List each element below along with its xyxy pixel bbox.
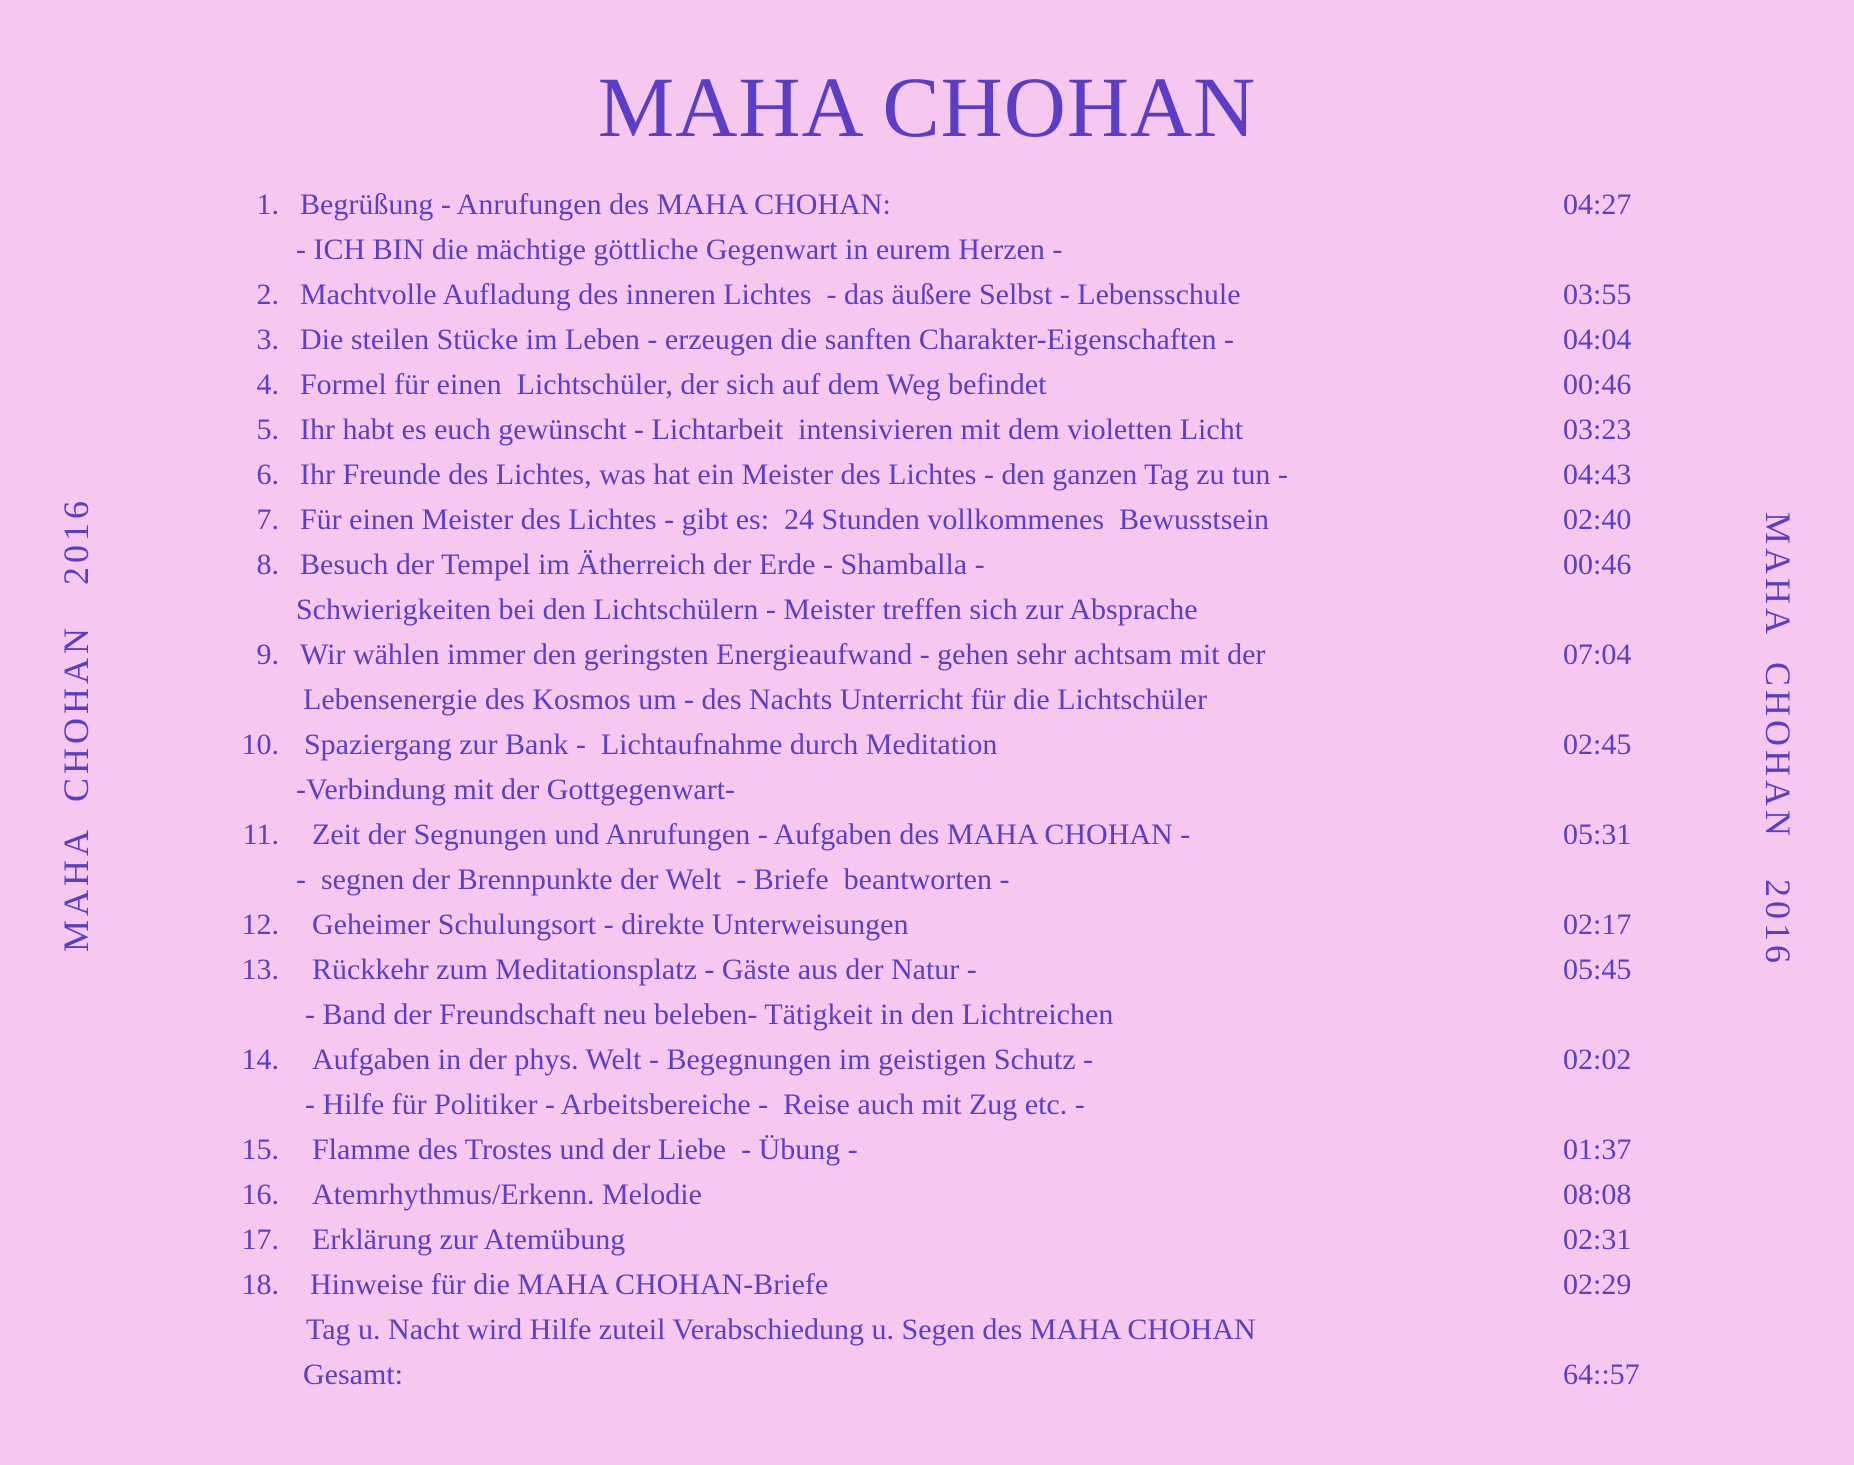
track-title: Spaziergang zur Bank - Lichtaufnahme durch Meditation: [304, 728, 998, 761]
track-row: [0, 452, 1854, 497]
track-row: [0, 1127, 1854, 1172]
track-row: [0, 362, 1854, 407]
track-duration: 02:40: [1563, 503, 1632, 536]
track-duration: 02:29: [1563, 1268, 1632, 1301]
track-row: [0, 542, 1854, 587]
track-title: - ICH BIN die mächtige göttliche Gegenwart in eurem Herzen -: [296, 233, 1063, 266]
track-title: -Verbindung mit der Gottgegenwart-: [296, 773, 736, 806]
track-number: 18.: [241, 1268, 279, 1301]
track-number: 16.: [241, 1178, 279, 1211]
track-title: Atemrhythmus/Erkenn. Melodie: [312, 1178, 702, 1211]
track-duration: 02:31: [1563, 1223, 1632, 1256]
track-duration: 05:31: [1563, 818, 1632, 851]
track-title: Begrüßung - Anrufungen des MAHA CHOHAN:: [300, 188, 891, 221]
track-duration: 04:43: [1563, 458, 1632, 491]
spine-text-left: MAHA CHOHAN 2016: [56, 496, 96, 952]
track-duration: 02:02: [1563, 1043, 1632, 1076]
track-row: [0, 1037, 1854, 1082]
track-number: 6.: [256, 458, 279, 491]
track-number: 13.: [241, 953, 279, 986]
track-duration: 04:27: [1563, 188, 1632, 221]
track-title: Hinweise für die MAHA CHOHAN-Briefe: [310, 1268, 829, 1301]
track-title: - segnen der Brennpunkte der Welt - Briefe beantworten -: [296, 863, 1010, 896]
track-number: 7.: [256, 503, 279, 536]
track-title: Geheimer Schulungsort - direkte Unterweisungen: [312, 908, 909, 941]
track-continuation-row: [0, 227, 1854, 272]
track-number: 12.: [241, 908, 279, 941]
track-number: 2.: [256, 278, 279, 311]
track-title: Rückkehr zum Meditationsplatz - Gäste aus der Natur -: [312, 953, 977, 986]
track-title: Tag u. Nacht wird Hilfe zuteil Verabschiedung u. Segen des MAHA CHOHAN: [306, 1313, 1256, 1346]
track-number: 15.: [241, 1133, 279, 1166]
track-duration: 07:04: [1563, 638, 1632, 671]
track-title: - Hilfe für Politiker - Arbeitsbereiche - Reise auch mit Zug etc. -: [305, 1088, 1085, 1121]
track-number: 9.: [256, 638, 279, 671]
track-row: [0, 182, 1854, 227]
track-number: 1.: [256, 188, 279, 221]
track-duration: 05:45: [1563, 953, 1632, 986]
track-duration: 00:46: [1563, 548, 1632, 581]
track-continuation-row: [0, 1352, 1854, 1397]
track-title: Schwierigkeiten bei den Lichtschülern - Meister treffen sich zur Absprache: [296, 593, 1198, 626]
track-title: Aufgaben in der phys. Welt - Begegnungen im geistigen Schutz -: [312, 1043, 1094, 1076]
track-duration: 04:04: [1563, 323, 1632, 356]
track-row: [0, 632, 1854, 677]
track-number: 11.: [242, 818, 279, 851]
track-title: Ihr Freunde des Lichtes, was hat ein Meister des Lichtes - den ganzen Tag zu tun -: [300, 458, 1288, 491]
track-title: Erklärung zur Atemübung: [312, 1223, 626, 1256]
track-continuation-row: [0, 587, 1854, 632]
track-duration: 01:37: [1563, 1133, 1632, 1166]
track-title: Lebensenergie des Kosmos um - des Nachts Unterricht für die Lichtschüler: [303, 683, 1208, 716]
track-duration: 08:08: [1563, 1178, 1632, 1211]
track-title: - Band der Freundschaft neu beleben- Tätigkeit in den Lichtreichen: [305, 998, 1114, 1031]
track-number: 5.: [256, 413, 279, 446]
track-duration: 64::57: [1563, 1358, 1640, 1391]
track-title: Wir wählen immer den geringsten Energieaufwand - gehen sehr achtsam mit der: [300, 638, 1266, 671]
track-duration: 00:46: [1563, 368, 1632, 401]
track-row: [0, 902, 1854, 947]
track-title: Flamme des Trostes und der Liebe - Übung -: [312, 1133, 858, 1166]
track-continuation-row: [0, 857, 1854, 902]
track-row: [0, 722, 1854, 767]
track-duration: 03:23: [1563, 413, 1632, 446]
track-row: [0, 812, 1854, 857]
track-row: [0, 947, 1854, 992]
track-number: 17.: [241, 1223, 279, 1256]
track-number: 3.: [256, 323, 279, 356]
track-row: [0, 317, 1854, 362]
track-row: [0, 1172, 1854, 1217]
track-continuation-row: [0, 677, 1854, 722]
track-row: [0, 497, 1854, 542]
spine-text-right: MAHA CHOHAN 2016: [1758, 512, 1798, 968]
track-number: 10.: [241, 728, 279, 761]
track-title: Die steilen Stücke im Leben - erzeugen die sanften Charakter-Eigenschaften -: [300, 323, 1234, 356]
track-title: Formel für einen Lichtschüler, der sich auf dem Weg befindet: [300, 368, 1047, 401]
track-continuation-row: [0, 767, 1854, 812]
track-number: 8.: [256, 548, 279, 581]
track-continuation-row: [0, 1082, 1854, 1127]
track-number: 4.: [256, 368, 279, 401]
track-duration: 02:17: [1563, 908, 1632, 941]
track-title: Besuch der Tempel im Ätherreich der Erde - Shamballa -: [300, 548, 985, 581]
track-continuation-row: [0, 992, 1854, 1037]
track-title: Gesamt:: [303, 1358, 403, 1391]
track-title: Für einen Meister des Lichtes - gibt es: 24 Stunden vollkommenes Bewusstsein: [300, 503, 1270, 536]
track-row: [0, 407, 1854, 452]
track-title: Zeit der Segnungen und Anrufungen - Aufgaben des MAHA CHOHAN -: [312, 818, 1191, 851]
track-duration: 02:45: [1563, 728, 1632, 761]
track-row: [0, 272, 1854, 317]
track-title: Machtvolle Aufladung des inneren Lichtes - das äußere Selbst - Lebensschule: [300, 278, 1241, 311]
track-title: Ihr habt es euch gewünscht - Lichtarbeit intensivieren mit dem violetten Licht: [300, 413, 1244, 446]
track-row: [0, 1262, 1854, 1307]
track-duration: 03:55: [1563, 278, 1632, 311]
track-number: 14.: [241, 1043, 279, 1076]
track-continuation-row: [0, 1307, 1854, 1352]
track-list: [0, 182, 1854, 1397]
album-title: MAHA CHOHAN: [597, 59, 1257, 155]
track-row: [0, 1217, 1854, 1262]
